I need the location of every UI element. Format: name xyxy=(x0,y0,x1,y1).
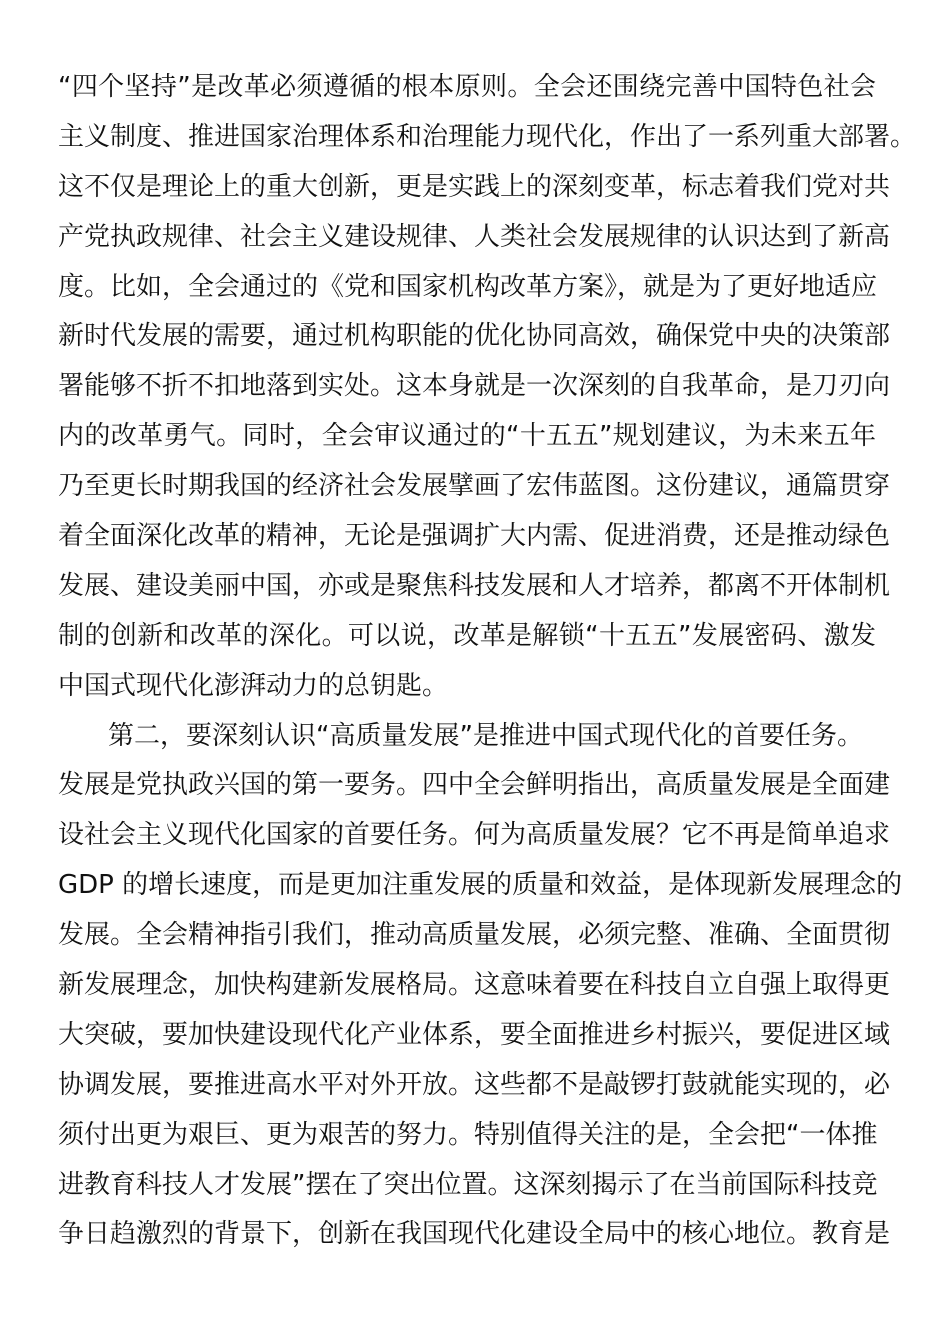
text-line: 着全面深化改革的精神，无论是强调扩大内需、促进消费，还是推动绿色 xyxy=(58,521,891,552)
text-line: 乃至更长时期我国的经济社会发展擘画了宏伟蓝图。这份建议，通篇贯穿 xyxy=(58,471,891,502)
text-line: 须付出更为艰巨、更为艰苦的努力。特别值得关注的是，全会把“一体推 xyxy=(58,1119,878,1150)
text-line: 发展、建设美丽中国，亦或是聚焦科技发展和人才培养，都离不开体制机 xyxy=(58,570,891,601)
text-line: 发展是党执政兴国的第一要务。四中全会鲜明指出，高质量发展是全面建 xyxy=(58,770,891,801)
document-body xyxy=(58,63,917,1260)
text-line: 争日趋激烈的背景下，创新在我国现代化建设全局中的核心地位。教育是 xyxy=(58,1219,891,1250)
section-heading-line: 第二，要深刻认识“高质量发展”是推进中国式现代化的首要任务。 xyxy=(108,720,863,751)
text-line: 进教育科技人才发展”摆在了突出位置。这深刻揭示了在当前国际科技竞 xyxy=(58,1169,878,1200)
text-line: 大突破，要加快建设现代化产业体系，要全面推进乡村振兴，要促进区域 xyxy=(58,1019,891,1050)
text-line: 制的创新和改革的深化。可以说，改革是解锁“十五五”发展密码、激发 xyxy=(58,620,876,651)
text-line: GDP 的增长速度，而是更加注重发展的质量和效益，是体现新发展理念的 xyxy=(58,870,903,901)
text-line: 内的改革勇气。同时，全会审议通过的“十五五”规划建议，为未来五年 xyxy=(58,421,876,452)
text-line: 新时代发展的需要，通过机构职能的优化协同高效，确保党中央的决策部 xyxy=(58,321,891,352)
text-line: 发展。全会精神指引我们，推动高质量发展，必须完整、准确、全面贯彻 xyxy=(58,920,891,951)
text-line: 这不仅是理论上的重大创新，更是实践上的深刻变革，标志着我们党对共 xyxy=(58,171,891,202)
text-line: 新发展理念，加快构建新发展格局。这意味着要在科技自立自强上取得更 xyxy=(58,970,891,1001)
text-line: 产党执政规律、社会主义建设规律、人类社会发展规律的认识达到了新高 xyxy=(58,221,891,252)
text-line: 署能够不折不扣地落到实处。这本身就是一次深刻的自我革命，是刀刃向 xyxy=(58,371,891,402)
text-line: 中国式现代化澎湃动力的总钥匙。 xyxy=(58,670,449,701)
text-line: 设社会主义现代化国家的首要任务。何为高质量发展？它不再是简单追求 xyxy=(58,820,891,851)
text-line: 协调发展，要推进高水平对外开放。这些都不是敲锣打鼓就能实现的，必 xyxy=(58,1069,891,1100)
paragraph-2 xyxy=(58,712,903,1261)
text-line: 主义制度、推进国家治理体系和治理能力现代化，作出了一系列重大部署。 xyxy=(58,121,917,152)
paragraph-1 xyxy=(58,63,917,712)
text-line: 度。比如，全会通过的《党和国家机构改革方案》，就是为了更好地适应 xyxy=(58,271,878,302)
text-line: “四个坚持”是改革必须遵循的根本原则。全会还围绕完善中国特色社会 xyxy=(58,72,876,102)
